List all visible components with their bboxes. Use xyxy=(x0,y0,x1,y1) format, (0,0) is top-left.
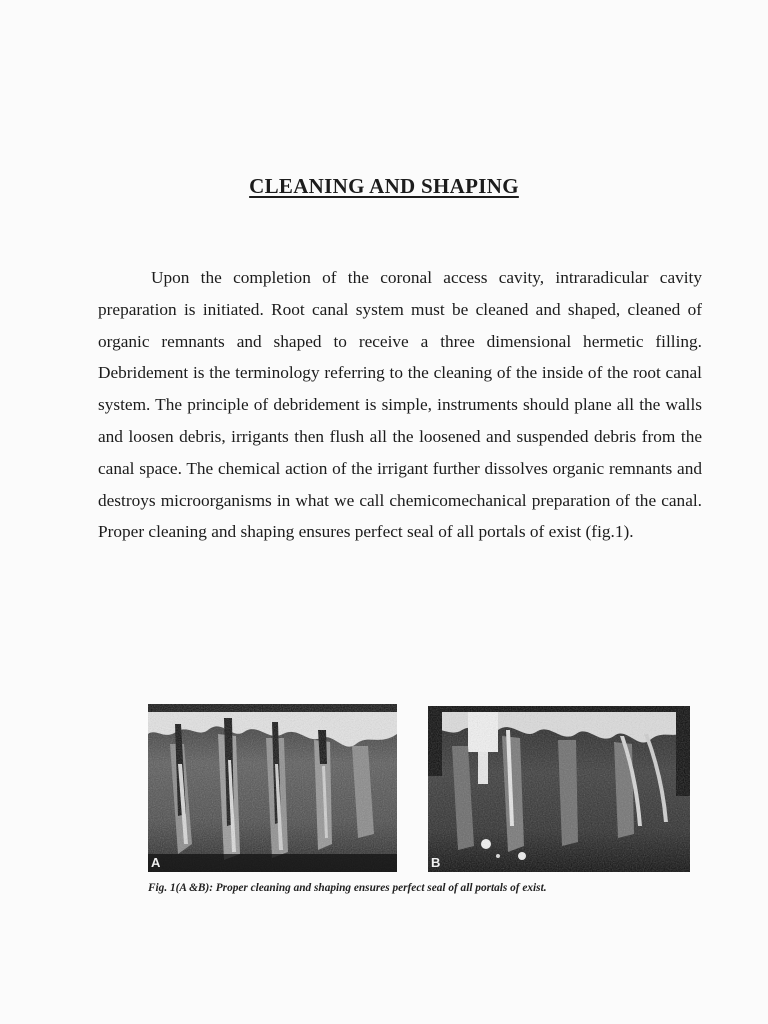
panel-a-label: A xyxy=(151,855,161,870)
xray-image-a xyxy=(148,704,397,872)
figure-caption: Fig. 1(A &B): Proper cleaning and shaping ensures perfect seal of all portals of exist. xyxy=(148,882,547,894)
figure-1 xyxy=(148,704,693,874)
page-title: CLEANING AND SHAPING xyxy=(249,174,519,199)
body-paragraph: Upon the completion of the coronal access cavity, intraradicular cavity preparation is initiated. Root canal system must be cleaned and shaped, cleaned of organic remnants and shaped to receive a three dimensional hermetic filling. Debridement is the terminology referring to the cleaning of the inside of the root canal system. The principle of debridement is simple, instruments should plane all the walls and loosen debris, irrigants then flush all the loosened and suspended debris from the canal space. The chemical action of the irrigant further dissolves organic remnants and destroys microorganisms in what we call chemicomechanical preparation of the canal. Proper cleaning and shaping ensures perfect seal of all portals of exist (fig.1). xyxy=(98,268,702,542)
xray-image-b xyxy=(428,706,690,872)
panel-b-label: B xyxy=(431,855,441,870)
